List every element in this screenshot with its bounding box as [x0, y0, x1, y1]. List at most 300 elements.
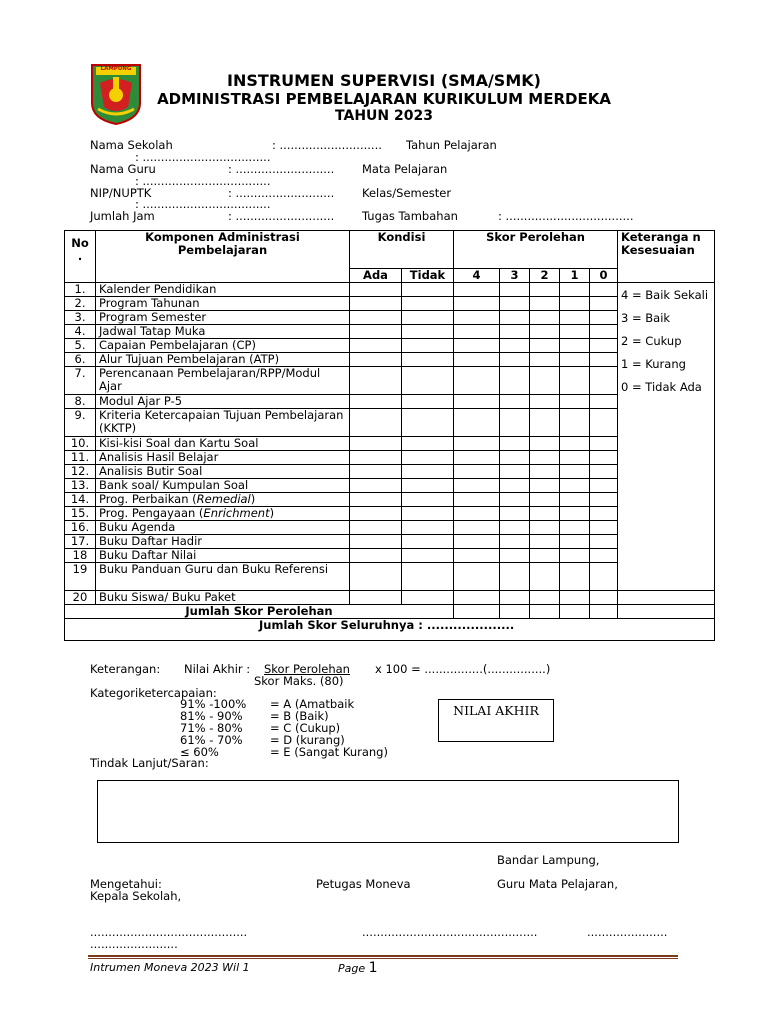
cell-skor-2[interactable]: [530, 395, 560, 409]
row-number: 20: [65, 591, 96, 605]
row-komponen: [96, 297, 350, 311]
header-skor-3: 3: [500, 269, 530, 283]
header-skor-0: 0: [590, 269, 618, 283]
cell-ada[interactable]: [350, 563, 402, 591]
kategori-grade: = A (Amatbaik: [270, 697, 355, 711]
cell-tidak[interactable]: [402, 465, 454, 479]
signature-line-kepala[interactable]: ...........................................: [90, 925, 248, 939]
row-komponen-emphasis: Remedial: [196, 492, 251, 506]
table-row: [65, 297, 715, 311]
cell-skor-3[interactable]: [500, 451, 530, 465]
cell-skor-0[interactable]: [590, 493, 618, 507]
row-komponen: [96, 367, 350, 395]
cell-ada[interactable]: [350, 535, 402, 549]
nilai-akhir-box[interactable]: [438, 699, 554, 742]
row-komponen-tail: ): [269, 506, 275, 520]
cell-tidak[interactable]: [402, 507, 454, 521]
cell-skor-1[interactable]: [560, 521, 590, 535]
row-number: 18: [65, 549, 96, 563]
row-komponen-text: Buku Daftar Nilai: [99, 548, 197, 562]
cell-skor-0[interactable]: [590, 521, 618, 535]
row-komponen-text: Prog. Perbaikan (: [99, 492, 197, 506]
cell-skor-3[interactable]: [500, 507, 530, 521]
cell-skor-2[interactable]: [530, 297, 560, 311]
row-komponen-text: Kalender Pendidikan: [99, 282, 217, 296]
cell-skor-4[interactable]: [454, 549, 500, 563]
cell-skor-1[interactable]: [560, 437, 590, 451]
cell-skor-2[interactable]: [530, 339, 560, 353]
cell-skor-4[interactable]: [454, 563, 500, 591]
cell-ada[interactable]: [350, 395, 402, 409]
cell-skor-1[interactable]: [560, 409, 590, 437]
cell-skor-4[interactable]: [454, 535, 500, 549]
cell-skor-0[interactable]: [590, 283, 618, 297]
field-nama-sekolah[interactable]: : ............................: [272, 138, 382, 152]
row-komponen-text: Modul Ajar P-5: [99, 394, 183, 408]
cell-skor-3[interactable]: [500, 325, 530, 339]
row-komponen-tail: ): [250, 492, 256, 506]
header-komponen: Komponen Administrasi Pembelajaran: [96, 231, 350, 283]
cell-ada[interactable]: [350, 549, 402, 563]
total-skor-3[interactable]: [500, 605, 530, 619]
cell-skor-4[interactable]: [454, 395, 500, 409]
cell-skor-3[interactable]: [500, 563, 530, 591]
row-komponen: [96, 339, 350, 353]
row-komponen: [96, 465, 350, 479]
table-row: [65, 507, 715, 521]
cell-skor-4[interactable]: [454, 325, 500, 339]
cell-skor-0[interactable]: [590, 353, 618, 367]
cell-skor-0[interactable]: [590, 507, 618, 521]
row-komponen-emphasis: Enrichment: [203, 506, 270, 520]
cell-skor-2[interactable]: [530, 451, 560, 465]
keterangan-item: 1 = Kurang: [621, 357, 686, 371]
cell-skor-2[interactable]: [530, 353, 560, 367]
row-komponen-text: Bank soal/ Kumpulan Soal: [99, 478, 249, 492]
table-row: [65, 563, 715, 591]
kategori-grade: = E (Sangat Kurang): [270, 745, 388, 759]
row-number: 12.: [65, 465, 96, 479]
cell-skor-3[interactable]: [500, 535, 530, 549]
cell-skor-4[interactable]: [454, 493, 500, 507]
cell-skor-4[interactable]: [454, 479, 500, 493]
header-tidak: Tidak: [402, 269, 454, 283]
document-title: INSTRUMEN SUPERVISI (SMA/SMK): [227, 71, 541, 90]
row-komponen: [96, 493, 350, 507]
cell-ada[interactable]: [350, 451, 402, 465]
row-komponen-text: Kisi-kisi Soal dan Kartu Soal: [99, 436, 259, 450]
cell-skor-2[interactable]: [530, 325, 560, 339]
cell-skor-3[interactable]: [500, 409, 530, 437]
row-komponen-text: Alur Tujuan Pembelajaran (ATP): [99, 352, 280, 366]
total-skor-4[interactable]: [454, 605, 500, 619]
row-number: 7.: [65, 367, 96, 395]
cell-skor-4[interactable]: [454, 451, 500, 465]
cell-skor-4[interactable]: [454, 297, 500, 311]
skor-maks-denominator: Skor Maks. (80): [254, 674, 344, 688]
footer-divider: [88, 955, 678, 957]
row-number: 19: [65, 563, 96, 591]
row-komponen: [96, 563, 350, 591]
cell-skor-1[interactable]: [560, 591, 590, 605]
field-mata-pelajaran[interactable]: : ...................................: [135, 174, 271, 188]
kepala-sekolah-label: Kepala Sekolah,: [90, 889, 182, 903]
row-komponen-text: Perencanaan Pembelajaran/RPP/Modul Ajar: [99, 366, 321, 393]
cell-skor-0[interactable]: [590, 437, 618, 451]
row-komponen-text: Capaian Pembelajaran (CP): [99, 338, 256, 352]
keterangan-item: 4 = Baik Sekali: [621, 288, 709, 302]
keterangan-label: Keterangan:: [90, 662, 161, 676]
table-row: [65, 325, 715, 339]
cell-tidak[interactable]: [402, 297, 454, 311]
cell-skor-4[interactable]: [454, 465, 500, 479]
cell-tidak[interactable]: [402, 339, 454, 353]
cell-skor-2[interactable]: [530, 549, 560, 563]
label-nama-guru: Nama Guru: [90, 162, 156, 176]
cell-skor-2[interactable]: [530, 479, 560, 493]
row-komponen-text: Analisis Butir Soal: [99, 464, 203, 478]
guru-mapel-label: Guru Mata Pelajaran,: [497, 877, 618, 891]
table-row: [65, 367, 715, 395]
nilai-akhir-label: Nilai Akhir :: [184, 662, 251, 676]
cell-skor-1[interactable]: [560, 507, 590, 521]
cell-skor-1[interactable]: [560, 465, 590, 479]
table-row: [65, 409, 715, 437]
keterangan-item: 3 = Baik: [621, 311, 671, 325]
field-kelas-semester[interactable]: : ...................................: [135, 197, 271, 211]
supervision-table: [64, 230, 715, 641]
row-number: 6.: [65, 353, 96, 367]
cell-skor-0[interactable]: [590, 549, 618, 563]
row-number: 13.: [65, 479, 96, 493]
cell-skor-2[interactable]: [530, 563, 560, 591]
cell-tidak[interactable]: [402, 325, 454, 339]
cell-skor-0[interactable]: [590, 451, 618, 465]
cell-ada[interactable]: [350, 437, 402, 451]
row-komponen-text: Buku Siswa/ Buku Paket: [99, 590, 236, 604]
cell-skor-1[interactable]: [560, 563, 590, 591]
cell-ada[interactable]: [350, 353, 402, 367]
header-skor-2: 2: [530, 269, 560, 283]
table-row: [65, 465, 715, 479]
row-komponen: [96, 521, 350, 535]
cell-skor-3[interactable]: [500, 479, 530, 493]
cell-tidak[interactable]: [402, 535, 454, 549]
cell-tidak[interactable]: [402, 563, 454, 591]
table-row: [65, 437, 715, 451]
table-row: [65, 549, 715, 563]
cell-ada[interactable]: [350, 409, 402, 437]
cell-skor-2[interactable]: [530, 367, 560, 395]
table-row: [65, 283, 715, 297]
cell-skor-3[interactable]: [500, 591, 530, 605]
cell-skor-1[interactable]: [560, 353, 590, 367]
total-skor-0[interactable]: [590, 605, 618, 619]
cell-ada[interactable]: [350, 591, 402, 605]
row-komponen: [96, 353, 350, 367]
cell-skor-3[interactable]: [500, 311, 530, 325]
cell-ada[interactable]: [350, 283, 402, 297]
kategori-grade: = C (Cukup): [270, 721, 341, 735]
signature-line-kepala-cont: ........................: [90, 937, 178, 951]
row-komponen: [96, 451, 350, 465]
cell-tidak[interactable]: [402, 549, 454, 563]
cell-skor-4[interactable]: [454, 591, 500, 605]
cell-ada[interactable]: [350, 325, 402, 339]
label-jumlah-jam: Jumlah Jam: [90, 209, 155, 223]
table-row: [65, 451, 715, 465]
cell-ada[interactable]: [350, 367, 402, 395]
cell-skor-0[interactable]: [590, 325, 618, 339]
cell-skor-4[interactable]: [454, 521, 500, 535]
cell-tidak[interactable]: [402, 409, 454, 437]
cell-skor-2[interactable]: [530, 283, 560, 297]
cell-skor-1[interactable]: [560, 493, 590, 507]
cell-skor-2[interactable]: [530, 409, 560, 437]
kategori-range: 61% - 70%: [180, 733, 243, 747]
row-number: 14.: [65, 493, 96, 507]
cell-skor-0[interactable]: [590, 311, 618, 325]
cell-skor-0[interactable]: [590, 367, 618, 395]
cell-skor-0[interactable]: [590, 591, 618, 605]
cell-skor-1[interactable]: [560, 339, 590, 353]
cell-skor-4[interactable]: [454, 311, 500, 325]
skor-perolehan-numerator: Skor Perolehan: [264, 662, 350, 676]
row-komponen: [96, 591, 350, 605]
cell-skor-2[interactable]: [530, 521, 560, 535]
footer-page-label: Page: [338, 962, 366, 975]
cell-skor-2[interactable]: [530, 535, 560, 549]
row-number: 17.: [65, 535, 96, 549]
cell-ada[interactable]: [350, 479, 402, 493]
table-row: [65, 591, 715, 605]
cell-tidak[interactable]: [402, 479, 454, 493]
row-komponen-text: Buku Daftar Hadir: [99, 534, 203, 548]
label-tahun-pelajaran: Tahun Pelajaran: [406, 138, 497, 152]
table-row: [65, 535, 715, 549]
cell-skor-1[interactable]: [560, 283, 590, 297]
cell-skor-4[interactable]: [454, 367, 500, 395]
cell-skor-2[interactable]: [530, 465, 560, 479]
table-row: [65, 311, 715, 325]
header-keterangan: Keteranga n Kesesuaian: [618, 231, 715, 283]
kategori-range: 81% - 90%: [180, 709, 243, 723]
cell-tidak[interactable]: [402, 591, 454, 605]
cell-skor-1[interactable]: [560, 367, 590, 395]
label-tugas-tambahan: Tugas Tambahan: [362, 209, 458, 223]
total-skor-2[interactable]: [530, 605, 560, 619]
cell-skor-3[interactable]: [500, 465, 530, 479]
document-subtitle: ADMINISTRASI PEMBELAJARAN KURIKULUM MERDEKA: [157, 90, 611, 108]
cell-skor-1[interactable]: [560, 395, 590, 409]
signature-line-petugas[interactable]: ................................................: [362, 925, 538, 939]
cell-skor-2[interactable]: [530, 507, 560, 521]
cell-skor-4[interactable]: [454, 409, 500, 437]
keterangan-item: 2 = Cukup: [621, 334, 682, 348]
keterangan-blank: [618, 591, 715, 605]
cell-skor-4[interactable]: [454, 339, 500, 353]
row-number: 1.: [65, 283, 96, 297]
cell-skor-1[interactable]: [560, 479, 590, 493]
header-ada: Ada: [350, 269, 402, 283]
cell-skor-4[interactable]: [454, 283, 500, 297]
table-row: [65, 339, 715, 353]
cell-ada[interactable]: [350, 339, 402, 353]
cell-skor-0[interactable]: [590, 479, 618, 493]
kategori-grade: = B (Baik): [270, 709, 329, 723]
formula-result: x 100 = ................(................): [375, 662, 551, 676]
table-row: [65, 353, 715, 367]
row-komponen: [96, 395, 350, 409]
cell-tidak[interactable]: [402, 283, 454, 297]
row-number: 9.: [65, 409, 96, 437]
cell-skor-3[interactable]: [500, 297, 530, 311]
kota-tanggal: Bandar Lampung,: [497, 853, 600, 867]
row-komponen: [96, 507, 350, 521]
cell-tidak[interactable]: [402, 437, 454, 451]
signature-line-guru[interactable]: ......................: [587, 925, 668, 939]
cell-skor-3[interactable]: [500, 283, 530, 297]
footer-doc-name: Intrumen Moneva 2023 Wil 1: [90, 961, 250, 974]
row-number: 15.: [65, 507, 96, 521]
kategori-range: ≤ 60%: [180, 745, 219, 759]
header-skor-4: 4: [454, 269, 500, 283]
total-blank: [618, 605, 715, 619]
row-komponen-text: Program Tahunan: [99, 296, 200, 310]
petugas-moneva-label: Petugas Moneva: [316, 877, 411, 891]
row-komponen: [96, 409, 350, 437]
cell-tidak[interactable]: [402, 311, 454, 325]
header-kondisi: Kondisi: [350, 231, 454, 269]
cell-skor-1[interactable]: [560, 297, 590, 311]
cell-tidak[interactable]: [402, 367, 454, 395]
cell-skor-2[interactable]: [530, 493, 560, 507]
kategori-range: 91% -100%: [180, 697, 247, 711]
cell-skor-3[interactable]: [500, 339, 530, 353]
kategori-range: 71% - 80%: [180, 721, 243, 735]
cell-ada[interactable]: [350, 311, 402, 325]
label-kelas-semester: Kelas/Semester: [362, 186, 452, 200]
cell-skor-2[interactable]: [530, 591, 560, 605]
cell-skor-1[interactable]: [560, 311, 590, 325]
row-komponen-text: Buku Panduan Guru dan Buku Referensi: [99, 562, 329, 576]
kategori-grade: = D (kurang): [270, 733, 345, 747]
cell-skor-0[interactable]: [590, 409, 618, 437]
mengetahui-label: Mengetahui:: [90, 877, 162, 891]
cell-ada[interactable]: [350, 493, 402, 507]
field-nip[interactable]: : ...........................: [228, 186, 335, 200]
jumlah-skor-seluruhnya[interactable]: Jumlah Skor Seluruhnya : ....................: [65, 619, 715, 641]
cell-skor-0[interactable]: [590, 395, 618, 409]
cell-tidak[interactable]: [402, 451, 454, 465]
cell-skor-3[interactable]: [500, 395, 530, 409]
row-komponen: [96, 479, 350, 493]
cell-skor-0[interactable]: [590, 297, 618, 311]
table-row: [65, 493, 715, 507]
footer-page-number: 1: [368, 960, 378, 976]
cell-skor-3[interactable]: [500, 367, 530, 395]
row-komponen: [96, 437, 350, 451]
cell-skor-3[interactable]: [500, 353, 530, 367]
cell-tidak[interactable]: [402, 493, 454, 507]
row-komponen: [96, 283, 350, 297]
cell-skor-4[interactable]: [454, 507, 500, 521]
cell-tidak[interactable]: [402, 521, 454, 535]
row-komponen: [96, 535, 350, 549]
label-nama-sekolah: Nama Sekolah: [90, 138, 173, 152]
row-number: 3.: [65, 311, 96, 325]
footer-page: [338, 960, 378, 976]
row-number: 16.: [65, 521, 96, 535]
cell-skor-1[interactable]: [560, 549, 590, 563]
jumlah-skor-perolehan-label: Jumlah Skor Perolehan: [65, 605, 454, 619]
cell-skor-3[interactable]: [500, 521, 530, 535]
cell-skor-1[interactable]: [560, 451, 590, 465]
cell-skor-2[interactable]: [530, 311, 560, 325]
cell-ada[interactable]: [350, 521, 402, 535]
field-tugas-tambahan[interactable]: : ...................................: [498, 209, 634, 223]
row-komponen-text: Buku Agenda: [99, 520, 176, 534]
cell-skor-2[interactable]: [530, 437, 560, 451]
cell-skor-0[interactable]: [590, 465, 618, 479]
cell-ada[interactable]: [350, 507, 402, 521]
saran-textbox[interactable]: [97, 780, 679, 843]
cell-tidak[interactable]: [402, 353, 454, 367]
header-skor: Skor Perolehan: [454, 231, 618, 269]
row-number: 2.: [65, 297, 96, 311]
row-komponen-text: Analisis Hasil Belajar: [99, 450, 219, 464]
table-row: [65, 521, 715, 535]
row-komponen-text: Program Semester: [99, 310, 207, 324]
table-row: [65, 395, 715, 409]
row-komponen: [96, 549, 350, 563]
jumlah-skor-perolehan-row: [65, 605, 715, 619]
jumlah-skor-seluruhnya-row: [65, 619, 715, 641]
cell-skor-1[interactable]: [560, 325, 590, 339]
cell-skor-3[interactable]: [500, 437, 530, 451]
field-nama-guru[interactable]: : ...........................: [228, 162, 335, 176]
cell-tidak[interactable]: [402, 395, 454, 409]
keterangan-kesesuaian: [618, 283, 715, 591]
table-row: [65, 479, 715, 493]
cell-skor-0[interactable]: [590, 563, 618, 591]
cell-skor-4[interactable]: [454, 353, 500, 367]
cell-skor-0[interactable]: [590, 535, 618, 549]
cell-skor-1[interactable]: [560, 535, 590, 549]
cell-skor-0[interactable]: [590, 339, 618, 353]
label-nip: NIP/NUPTK: [90, 186, 152, 200]
row-komponen-text: Prog. Pengayaan (: [99, 506, 204, 520]
cell-ada[interactable]: [350, 465, 402, 479]
header-no: No .: [65, 231, 96, 283]
cell-skor-3[interactable]: [500, 493, 530, 507]
row-komponen-text: Jadwal Tatap Muka: [99, 324, 206, 338]
field-tahun-pelajaran[interactable]: : ...................................: [135, 150, 271, 164]
field-jumlah-jam[interactable]: : ...........................: [228, 209, 335, 223]
row-number: 4.: [65, 325, 96, 339]
label-mata-pelajaran: Mata Pelajaran: [362, 162, 448, 176]
total-skor-1[interactable]: [560, 605, 590, 619]
footer-divider-thin: [88, 958, 678, 959]
nilai-akhir-box-label: NILAI AKHIR: [453, 703, 539, 718]
keterangan-item: 0 = Tidak Ada: [621, 380, 702, 394]
row-komponen: [96, 325, 350, 339]
row-komponen: [96, 311, 350, 325]
cell-skor-4[interactable]: [454, 437, 500, 451]
cell-ada[interactable]: [350, 297, 402, 311]
cell-skor-3[interactable]: [500, 549, 530, 563]
kategori-title: Kategoriketercapaian:: [90, 686, 217, 700]
